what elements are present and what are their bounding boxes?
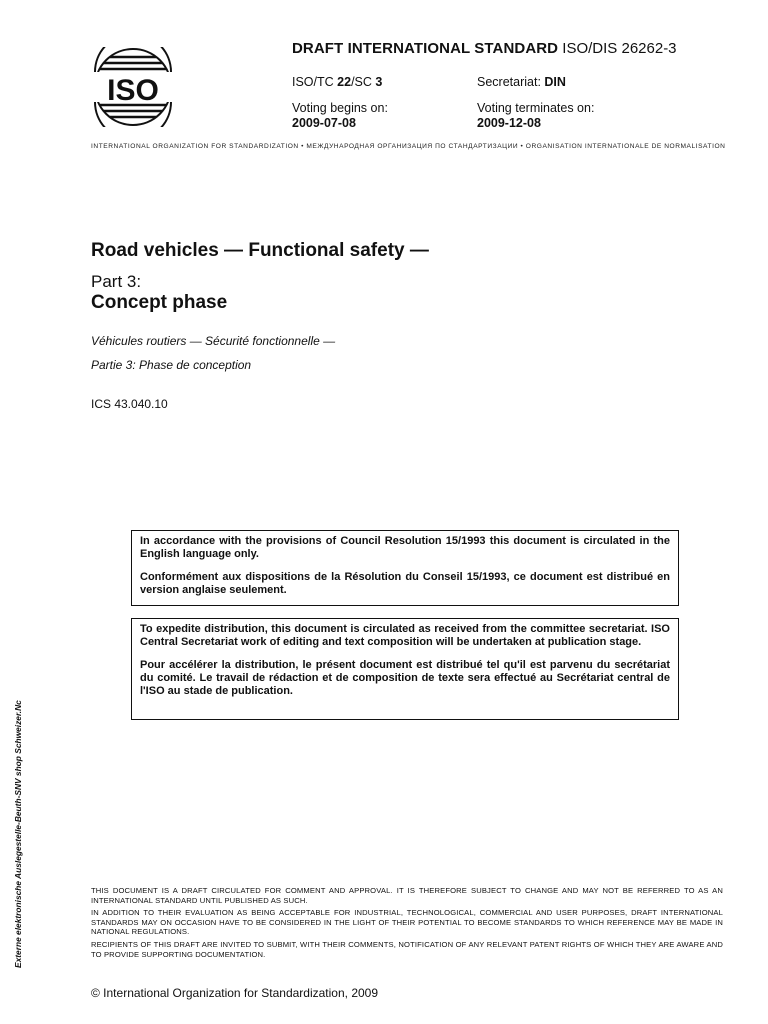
voting-begins xyxy=(292,101,388,131)
organization-line: INTERNATIONAL ORGANIZATION FOR STANDARDIZATION • МЕЖДУНАРОДНАЯ ОРГАНИЗАЦИЯ ПО СТАНДАРТИЗАЦИИ • ORGANISATION INTERNATIONALE DE NORMALISATION xyxy=(91,143,726,150)
committee-reference: ISO/TC 22/SC 3 xyxy=(292,75,383,89)
ics-code: ICS 43.040.10 xyxy=(91,397,168,411)
document-title: Road vehicles — Functional safety — xyxy=(91,240,429,261)
language-notice-en: In accordance with the provisions of Council Resolution 15/1993 this document is circulated in the English language only. xyxy=(140,535,670,560)
french-title: Véhicules routiers — Sécurité fonctionnelle — xyxy=(91,334,336,348)
distribution-notice-box xyxy=(131,618,679,720)
document-type-header xyxy=(292,40,677,57)
language-notice-box xyxy=(131,530,679,606)
iso-logo-text: ISO xyxy=(107,74,159,107)
voting-begins-date: 2009-07-08 xyxy=(292,116,356,130)
distribution-notice-en: To expedite distribution, this document is circulated as received from the committee secretariat. ISO Central Secretariat work of editing and text composition will be undertaken at publication stage. xyxy=(140,623,670,648)
voting-terminates xyxy=(477,101,594,131)
document-number: ISO/DIS 26262-3 xyxy=(562,40,677,57)
side-watermark-text: Externe elektronische Auslegestelle-Beuth-SNV shop Schweizer.Nc xyxy=(13,700,23,968)
french-part-title: Partie 3: Phase de conception xyxy=(91,358,252,372)
part-title: Concept phase xyxy=(91,292,228,313)
disclaimer xyxy=(91,886,723,962)
disclaimer-paragraph: IN ADDITION TO THEIR EVALUATION AS BEING ACCEPTABLE FOR INDUSTRIAL, TECHNOLOGICAL, COMMERCIAL AND USER PURPOSES, DRAFT INTERNATIONAL STANDARDS MAY ON OCCASION HAVE TO BE CONSIDERED IN THE LIGHT OF THEIR POTENTIAL TO BECOME STANDARDS TO WHICH REFERENCE MAY BE MADE IN NATIONAL REGULATIONS. xyxy=(91,908,723,937)
disclaimer-paragraph: RECIPIENTS OF THIS DRAFT ARE INVITED TO SUBMIT, WITH THEIR COMMENTS, NOTIFICATION OF ANY RELEVANT PATENT RIGHTS OF WHICH THEY ARE AWARE AND TO PROVIDE SUPPORTING DOCUMENTATION. xyxy=(91,939,723,959)
voting-terminates-label: Voting terminates on: xyxy=(477,101,595,115)
distribution-notice-fr: Pour accélérer la distribution, le présent document est distribué tel qu'il est parvenu du secrétariat du comité. Le travail de rédaction et de composition de texte sera effectué au Secrétariat central de l'ISO au stade de publication. xyxy=(140,659,670,697)
part-number: Part 3: xyxy=(91,272,142,291)
voting-begins-label: Voting begins on: xyxy=(292,101,388,115)
secretariat: Secretariat: DIN xyxy=(477,75,566,89)
copyright-notice: © International Organization for Standardization, 2009 xyxy=(91,986,379,1000)
disclaimer-paragraph: THIS DOCUMENT IS A DRAFT CIRCULATED FOR COMMENT AND APPROVAL. IT IS THEREFORE SUBJECT TO CHANGE AND MAY NOT BE REFERRED TO AS AN INTERNATIONAL STANDARD UNTIL PUBLISHED AS SUCH. xyxy=(91,886,723,905)
iso-logo xyxy=(93,47,173,127)
voting-terminates-date: 2009-12-08 xyxy=(477,116,541,130)
language-notice-fr: Conformément aux dispositions de la Résolution du Conseil 15/1993, ce document est distribué en version anglaise seulement. xyxy=(140,571,670,596)
document-type: DRAFT INTERNATIONAL STANDARD xyxy=(292,40,559,57)
